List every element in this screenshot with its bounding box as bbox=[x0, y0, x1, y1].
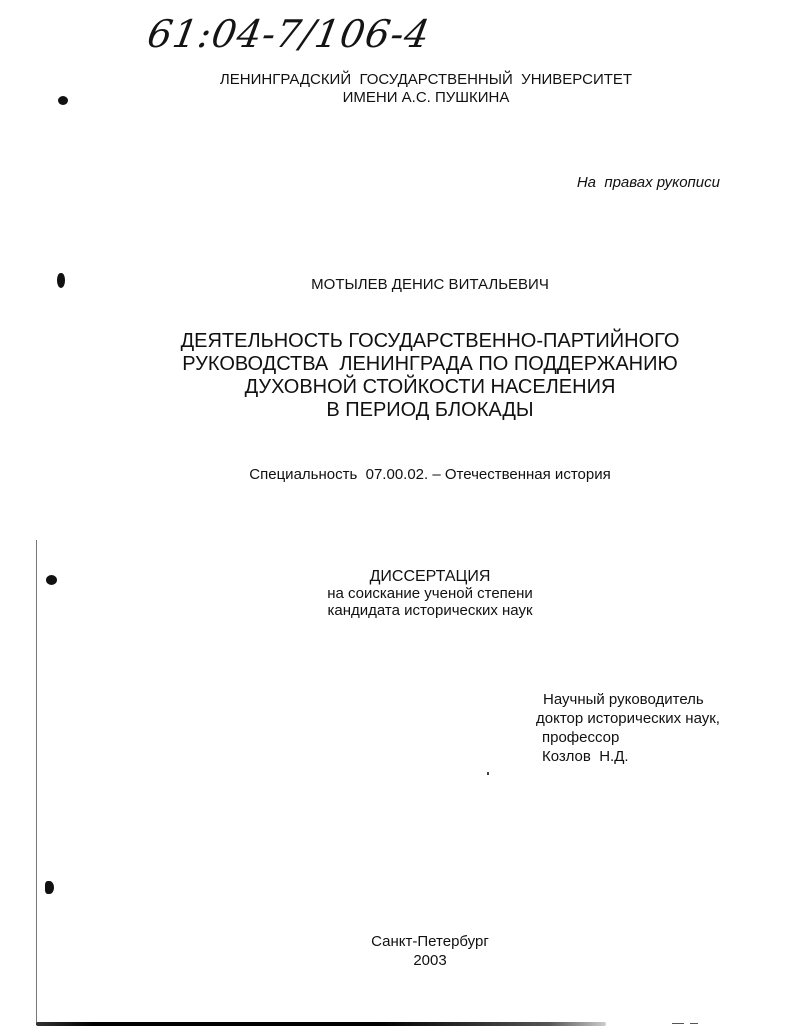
degree-type: ДИССЕРТАЦИЯ bbox=[369, 568, 491, 585]
handwritten-archive-code: 61:04-7/106-4 bbox=[144, 12, 434, 56]
scan-bottom-edge bbox=[36, 1022, 606, 1026]
punch-hole-mark-1 bbox=[58, 96, 68, 105]
university-name bbox=[196, 71, 656, 107]
author-name: МОТЫЛЕВ ДЕНИС ВИТАЛЬЕВИЧ bbox=[311, 276, 549, 293]
title-line-2: РУКОВОДСТВА ЛЕНИНГРАДА ПО ПОДДЕРЖАНИЮ bbox=[182, 353, 678, 375]
scan-bottom-dash bbox=[672, 1023, 684, 1024]
punch-hole-mark-2 bbox=[57, 273, 65, 288]
supervisor-role: Научный руководитель bbox=[543, 691, 704, 708]
year: 2003 bbox=[413, 952, 447, 969]
title-line-4: В ПЕРИОД БЛОКАДЫ bbox=[326, 399, 534, 421]
scan-speck bbox=[487, 772, 489, 775]
university-line-1: ЛЕНИНГРАДСКИЙ ГОСУДАРСТВЕННЫЙ УНИВЕРСИТЕТ bbox=[219, 71, 633, 88]
punch-hole-mark-3 bbox=[46, 575, 57, 585]
speciality: Специальность 07.00.02. – Отечественная история bbox=[249, 466, 611, 483]
supervisor-block bbox=[536, 690, 720, 766]
scan-left-edge bbox=[36, 540, 37, 1025]
supervisor-name: Козлов Н.Д. bbox=[542, 748, 629, 765]
degree-line-2: на соискание ученой степени bbox=[327, 585, 533, 602]
rights-note: На правах рукописи bbox=[576, 174, 720, 191]
title-line-3: ДУХОВНОЙ СТОЙКОСТИ НАСЕЛЕНИЯ bbox=[244, 376, 616, 398]
place-and-year bbox=[330, 932, 530, 970]
degree-block bbox=[230, 568, 630, 619]
place: Санкт-Петербург bbox=[371, 933, 489, 950]
scan-bottom-dash bbox=[690, 1023, 698, 1024]
title-line-1: ДЕЯТЕЛЬНОСТЬ ГОСУДАРСТВЕННО-ПАРТИЙНОГО bbox=[180, 330, 680, 352]
supervisor-rank: профессор bbox=[542, 729, 620, 746]
punch-hole-mark-4 bbox=[45, 881, 54, 894]
university-line-2: ИМЕНИ А.С. ПУШКИНА bbox=[342, 89, 510, 106]
degree-line-3: кандидата исторических наук bbox=[327, 602, 533, 619]
dissertation-title bbox=[140, 330, 720, 422]
supervisor-degree: доктор исторических наук, bbox=[536, 710, 720, 727]
